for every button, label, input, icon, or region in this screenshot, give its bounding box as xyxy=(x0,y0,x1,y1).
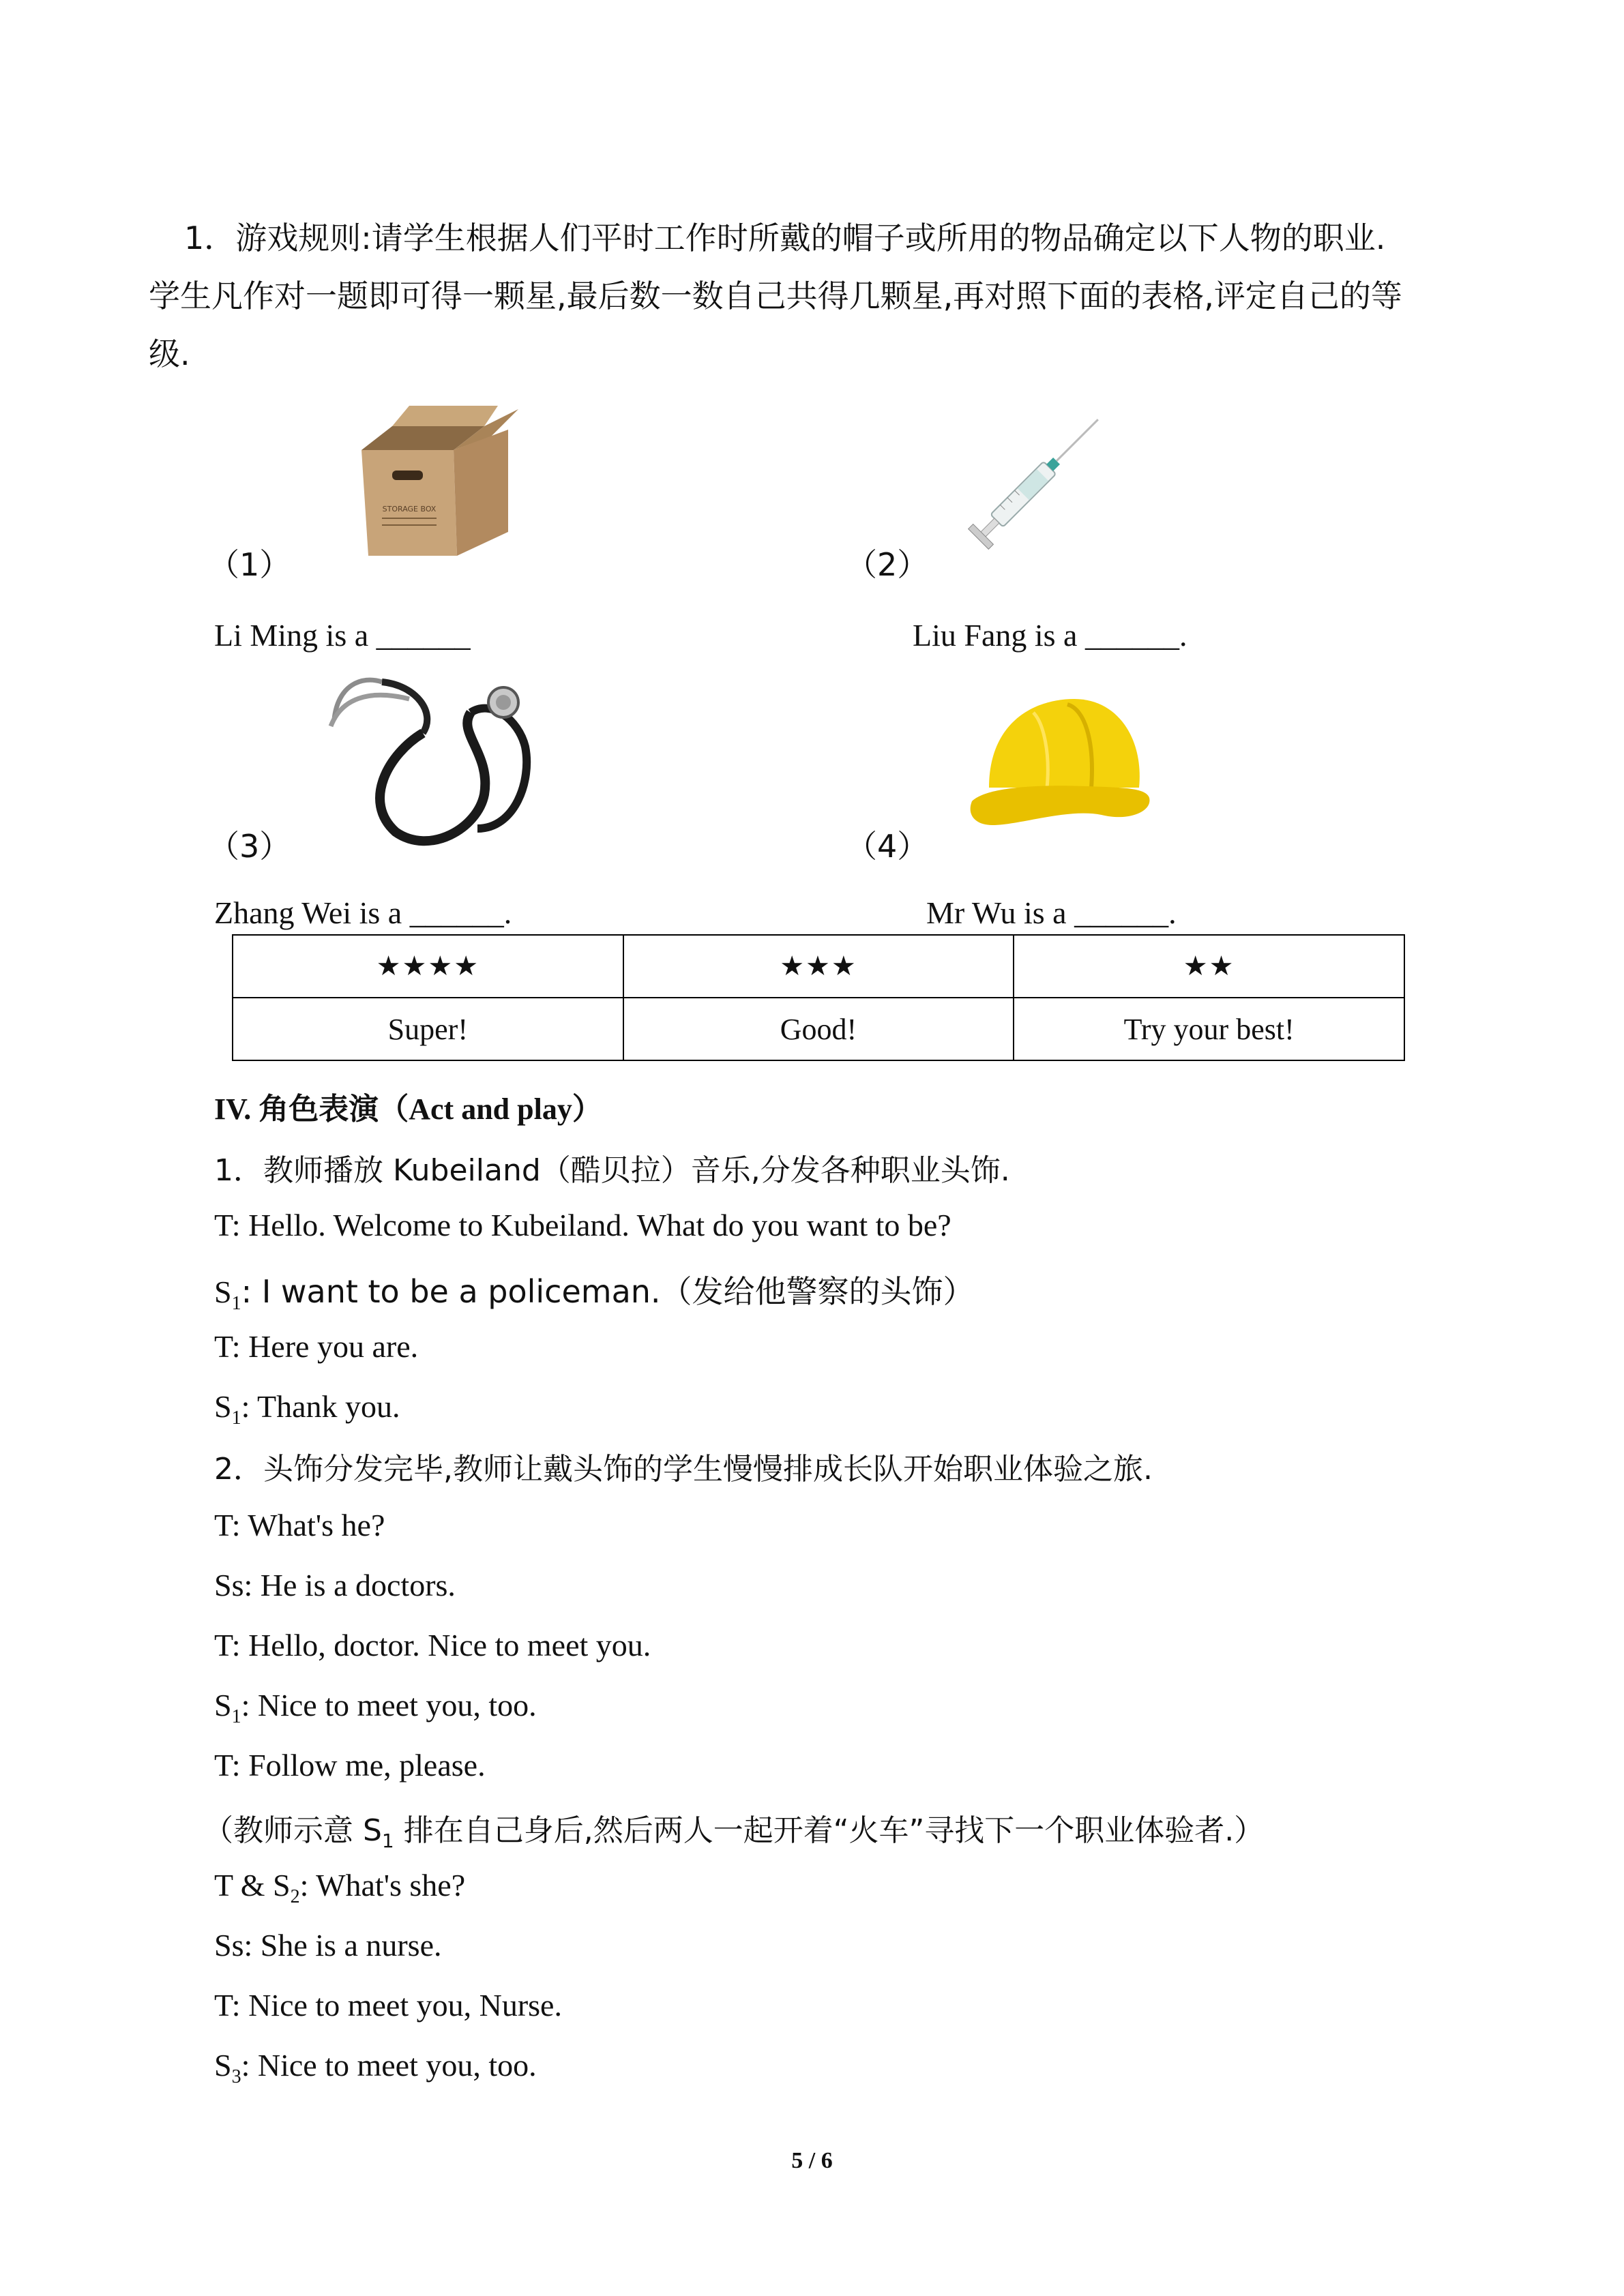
item-4-number: （4） xyxy=(846,828,929,865)
note-start: （教师示意 S xyxy=(203,1813,382,1848)
syringe-image xyxy=(951,392,1129,563)
speaker: S xyxy=(214,2048,232,2083)
dialogue-line-7: T: Hello, doctor. Nice to meet you. xyxy=(214,1628,651,1663)
dialogue-line-2 xyxy=(214,1267,975,1312)
dialogue-line-4 xyxy=(214,1388,400,1429)
storage-box-image xyxy=(355,402,532,566)
section-heading xyxy=(214,1084,602,1128)
dialogue-line-10 xyxy=(214,1867,466,1907)
item-4-sentence: Mr Wu is a ______. xyxy=(926,895,1177,930)
rating-table xyxy=(232,934,1405,1061)
speaker-subscript: 3 xyxy=(231,2066,241,2087)
dialogue-line-13 xyxy=(214,2047,537,2087)
page-number: 5 / 6 xyxy=(791,2148,833,2173)
dialogue-line-11: Ss: She is a nurse. xyxy=(214,1928,442,1963)
section-heading-num: IV. xyxy=(214,1092,259,1126)
stethoscope-image xyxy=(321,672,546,856)
dialogue-line-3: T: Here you are. xyxy=(214,1329,419,1364)
hard-hat-image xyxy=(965,685,1156,849)
item-1-sentence: Li Ming is a ______ xyxy=(214,618,471,653)
dialogue-line-6: Ss: He is a doctors. xyxy=(214,1568,456,1602)
rating-label-good: Good! xyxy=(623,998,1014,1060)
rating-label-try: Try your best! xyxy=(1014,998,1404,1060)
rating-stars-4: ★★★★ xyxy=(233,935,623,998)
step-2: 2．头饰分发完毕,教师让戴头饰的学生慢慢排成长队开始职业体验之旅. xyxy=(214,1452,1153,1487)
dialogue-line-1: T: Hello. Welcome to Kubeiland. What do you want to be? xyxy=(214,1208,951,1242)
item-1-number: （1） xyxy=(208,546,291,583)
line-text: : Thank you. xyxy=(241,1389,400,1424)
line-text: : Nice to meet you, too. xyxy=(241,1688,537,1723)
teacher-note xyxy=(203,1806,1265,1852)
line-text: : I want to be a policeman.（发给他警察的头饰） xyxy=(241,1273,975,1310)
dialogue-line-12: T: Nice to meet you, Nurse. xyxy=(214,1988,562,2023)
step-1: 1．教师播放 Kubeiland（酷贝拉）音乐,分发各种职业头饰. xyxy=(214,1153,1010,1188)
dialogue-line-9: T: Follow me, please. xyxy=(214,1748,486,1783)
intro-line-2: 学生凡作对一题即可得一颗星,最后数一数自己共得几颗星,再对照下面的表格,评定自己的等 xyxy=(149,278,1402,314)
item-2-number: （2） xyxy=(846,546,929,583)
speaker-subscript: 1 xyxy=(231,1407,241,1429)
item-3-sentence: Zhang Wei is a ______. xyxy=(214,895,512,930)
rating-stars-2: ★★ xyxy=(1014,935,1404,998)
line-text: : What's she? xyxy=(299,1868,466,1903)
speaker-subscript: 1 xyxy=(231,1293,241,1314)
note-subscript: 1 xyxy=(381,1830,394,1852)
item-3-number: （3） xyxy=(208,828,291,865)
line-text: : Nice to meet you, too. xyxy=(241,2048,537,2083)
speaker: T & S xyxy=(214,1868,291,1903)
intro-line-3: 级. xyxy=(149,336,190,372)
rating-stars-3: ★★★ xyxy=(623,935,1014,998)
speaker: S xyxy=(214,1688,232,1723)
speaker-subscript: 1 xyxy=(231,1706,241,1727)
note-end: 排在自己身后,然后两人一起开着“火车”寻找下一个职业体验者.） xyxy=(394,1813,1265,1848)
item-2-sentence: Liu Fang is a ______. xyxy=(913,618,1187,653)
speaker: S xyxy=(214,1274,232,1309)
intro-line-1: 1．游戏规则:请学生根据人们平时工作时所戴的帽子或所用的物品确定以下人物的职业. xyxy=(184,220,1386,256)
section-heading-cn: 角色表演（ xyxy=(259,1092,409,1127)
speaker-subscript: 2 xyxy=(290,1886,300,1907)
box-label: STORAGE BOX xyxy=(382,505,437,513)
dialogue-line-5: T: What's he? xyxy=(214,1508,385,1542)
section-heading-close: ） xyxy=(572,1092,602,1127)
section-heading-en: Act and play xyxy=(409,1092,572,1126)
rating-label-super: Super! xyxy=(233,998,623,1060)
speaker: S xyxy=(214,1389,232,1424)
dialogue-line-8 xyxy=(214,1687,537,1727)
